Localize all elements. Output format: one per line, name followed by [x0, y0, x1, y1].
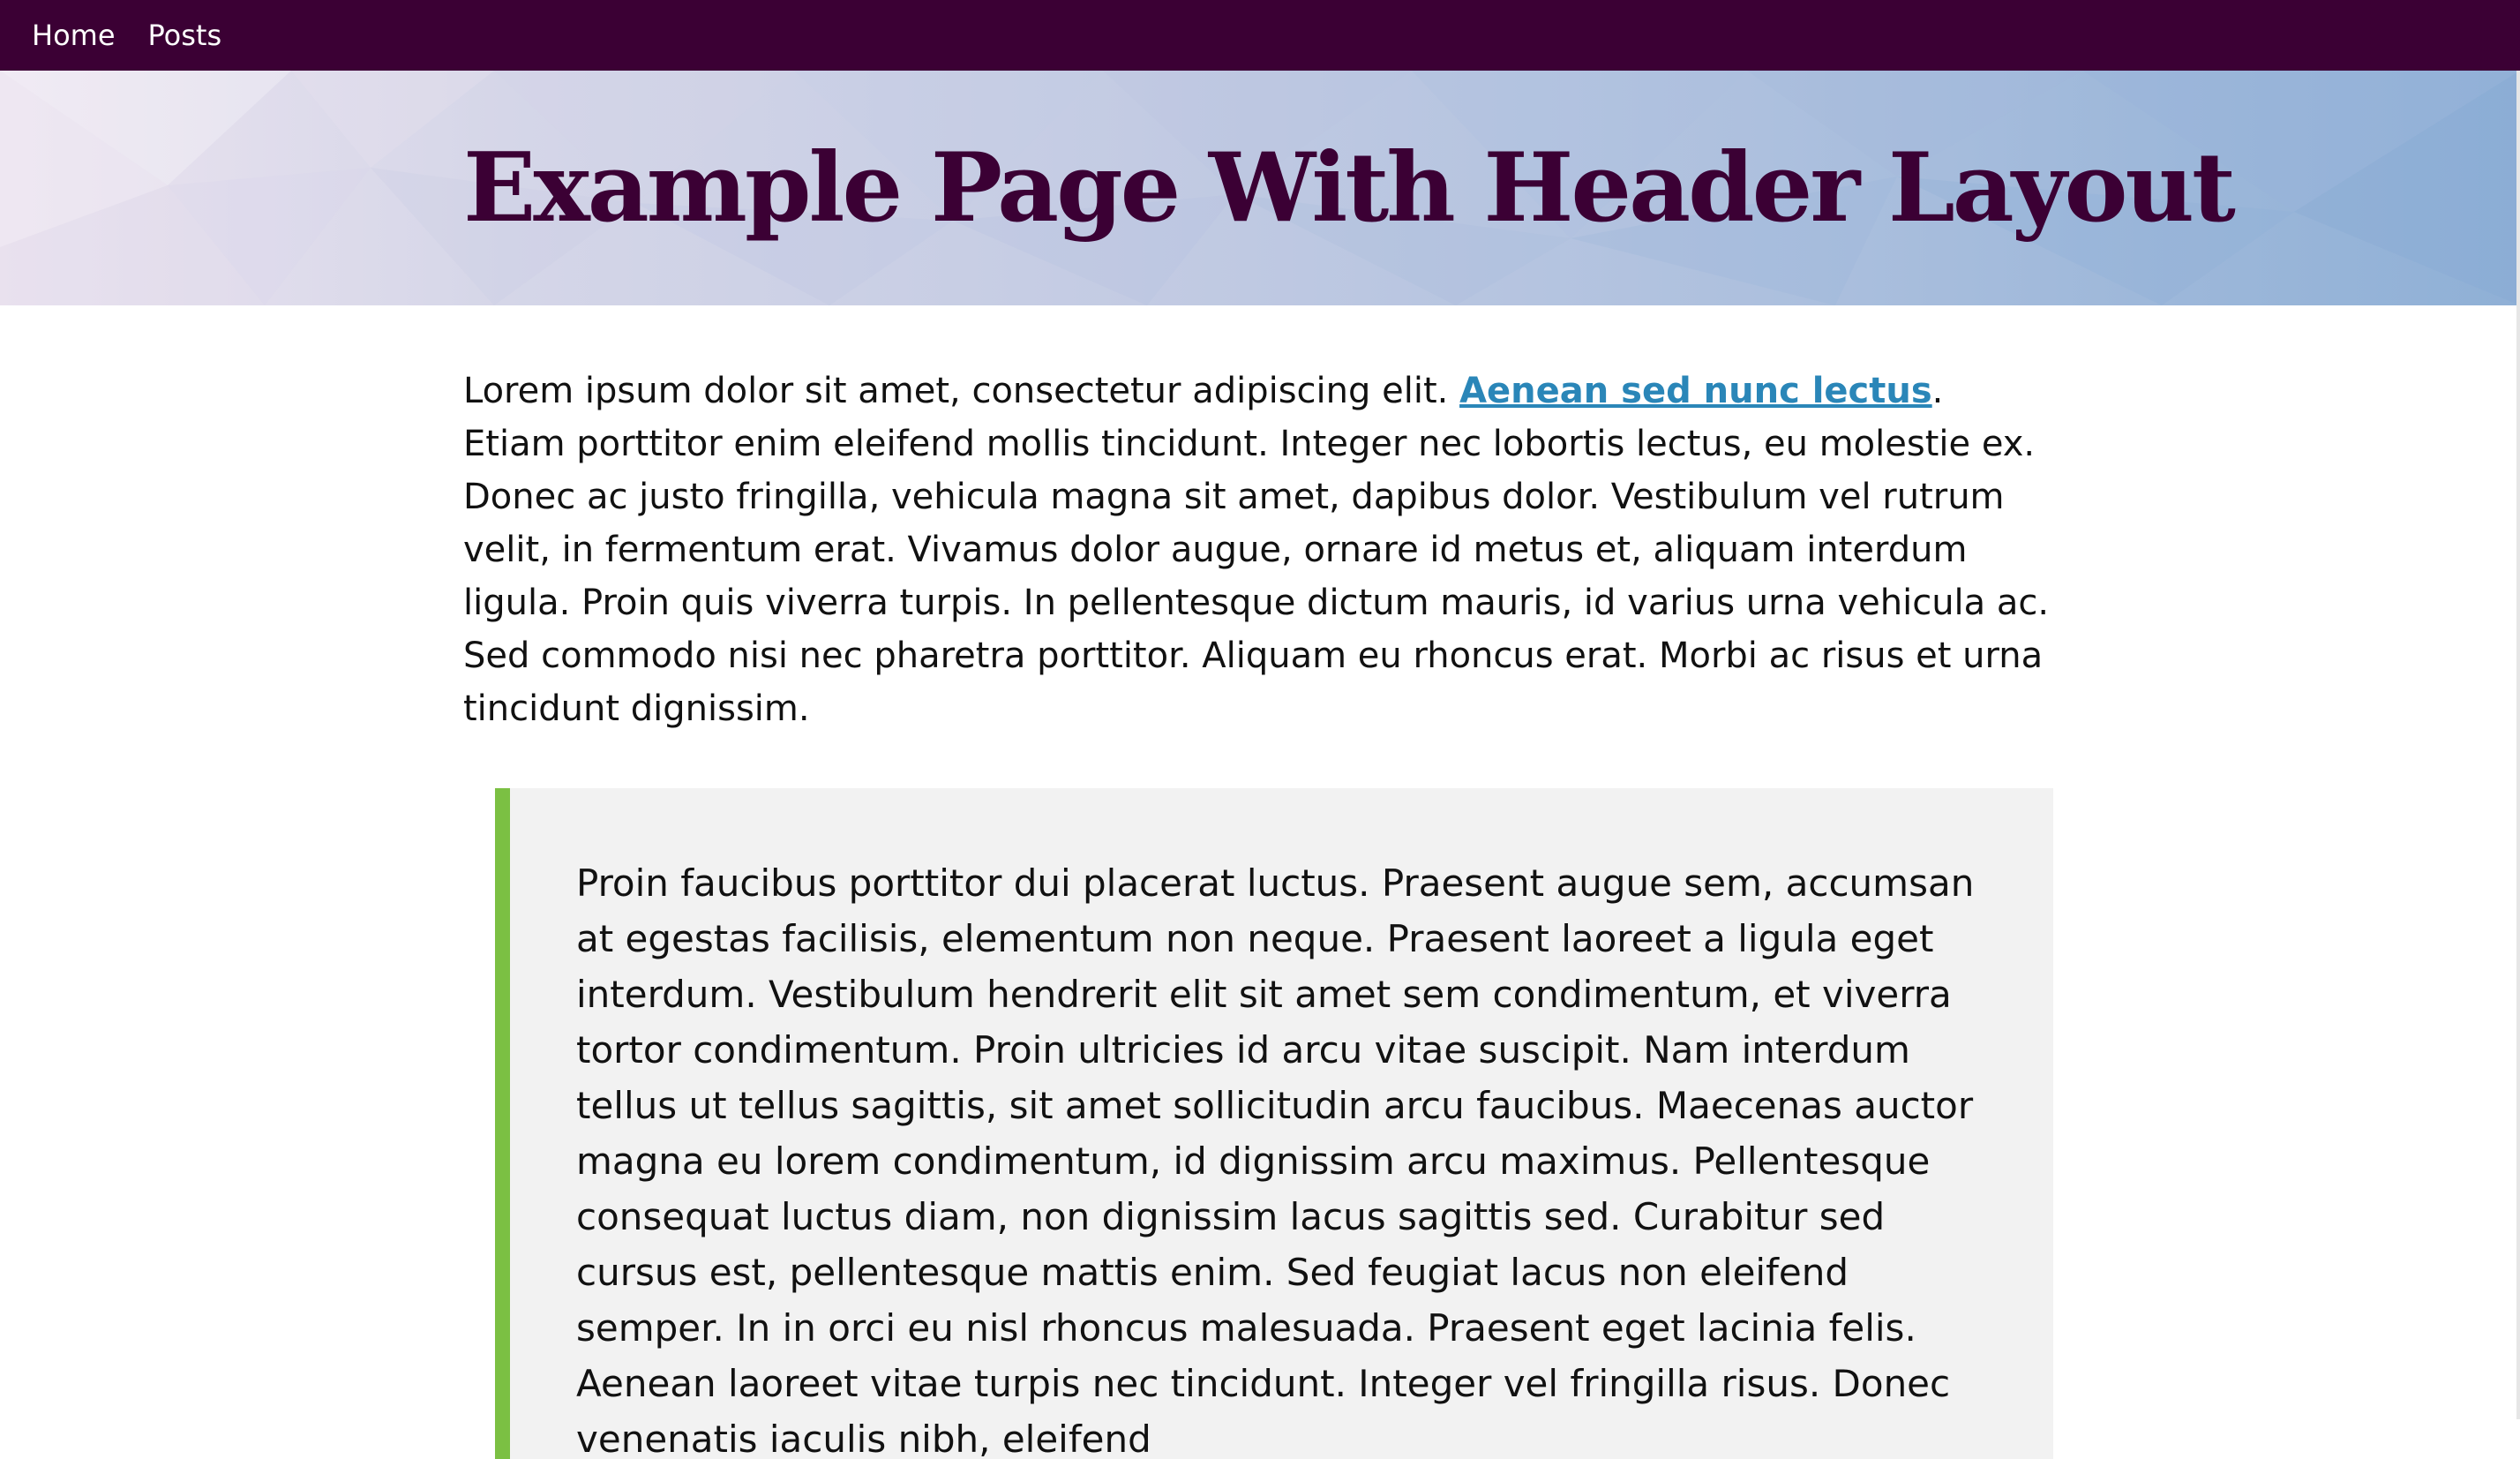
nav-link-posts[interactable]: Posts: [147, 19, 222, 52]
intro-paragraph: [463, 365, 2051, 735]
page-header-banner: [0, 71, 2520, 305]
blockquote: [495, 788, 2053, 1459]
paragraph-text-end: . Etiam porttitor enim eleifend mollis tincidunt. Integer nec lobortis lectus, eu molestie ex. Donec ac justo fringilla, vehicula magna sit amet, dapibus dolor. Vestibulum vel rutrum velit, in fermentum erat. Vivamus dolor augue, ornare id metus et, aliquam interdum ligula. Proin quis viverra turpis. In pellentesque dictum mauris, id varius urna vehicula ac. Sed commodo nisi nec pharetra porttitor. Aliquam eu rhoncus erat. Morbi ac risus et urna tincidunt dignissim.: [463, 371, 2050, 729]
blockquote-text: Proin faucibus porttitor dui placerat luctus. Praesent augue sem, accumsan at egestas facilisis, elementum non neque. Praesent laoreet a ligula eget interdum. Vestibulum hendrerit elit sit amet sem condimentum, et viverra tortor condimentum. Proin ultricies id arcu vitae suscipit. Nam interdum tellus ut tellus sagittis, sit amet sollicitudin arcu faucibus. Maecenas auctor magna eu lorem condimentum, id dignissim arcu maximus. Pellentesque consequat luctus diam, non dignissim lacus sagittis sed. Curabitur sed cursus est, pellentesque mattis enim. Sed feugiat lacus non eleifend semper. In in orci eu nisl rhoncus malesuada. Praesent eget lacinia felis. Aenean laoreet vitae turpis nec tincidunt. Integer vel fringilla risus. Donec venenatis iaculis nibh, eleifend: [576, 861, 1975, 1459]
page-title: Example Page With Header Layout: [463, 132, 2233, 244]
nav-link-home[interactable]: Home: [32, 19, 116, 52]
scrollbar-track[interactable]: [2516, 71, 2520, 1419]
main-content: [463, 365, 2051, 735]
inline-link[interactable]: Aenean sed nunc lectus: [1459, 371, 1932, 411]
top-nav: [0, 0, 2520, 71]
paragraph-text-start: Lorem ipsum dolor sit amet, consectetur adipiscing elit.: [463, 371, 1460, 411]
